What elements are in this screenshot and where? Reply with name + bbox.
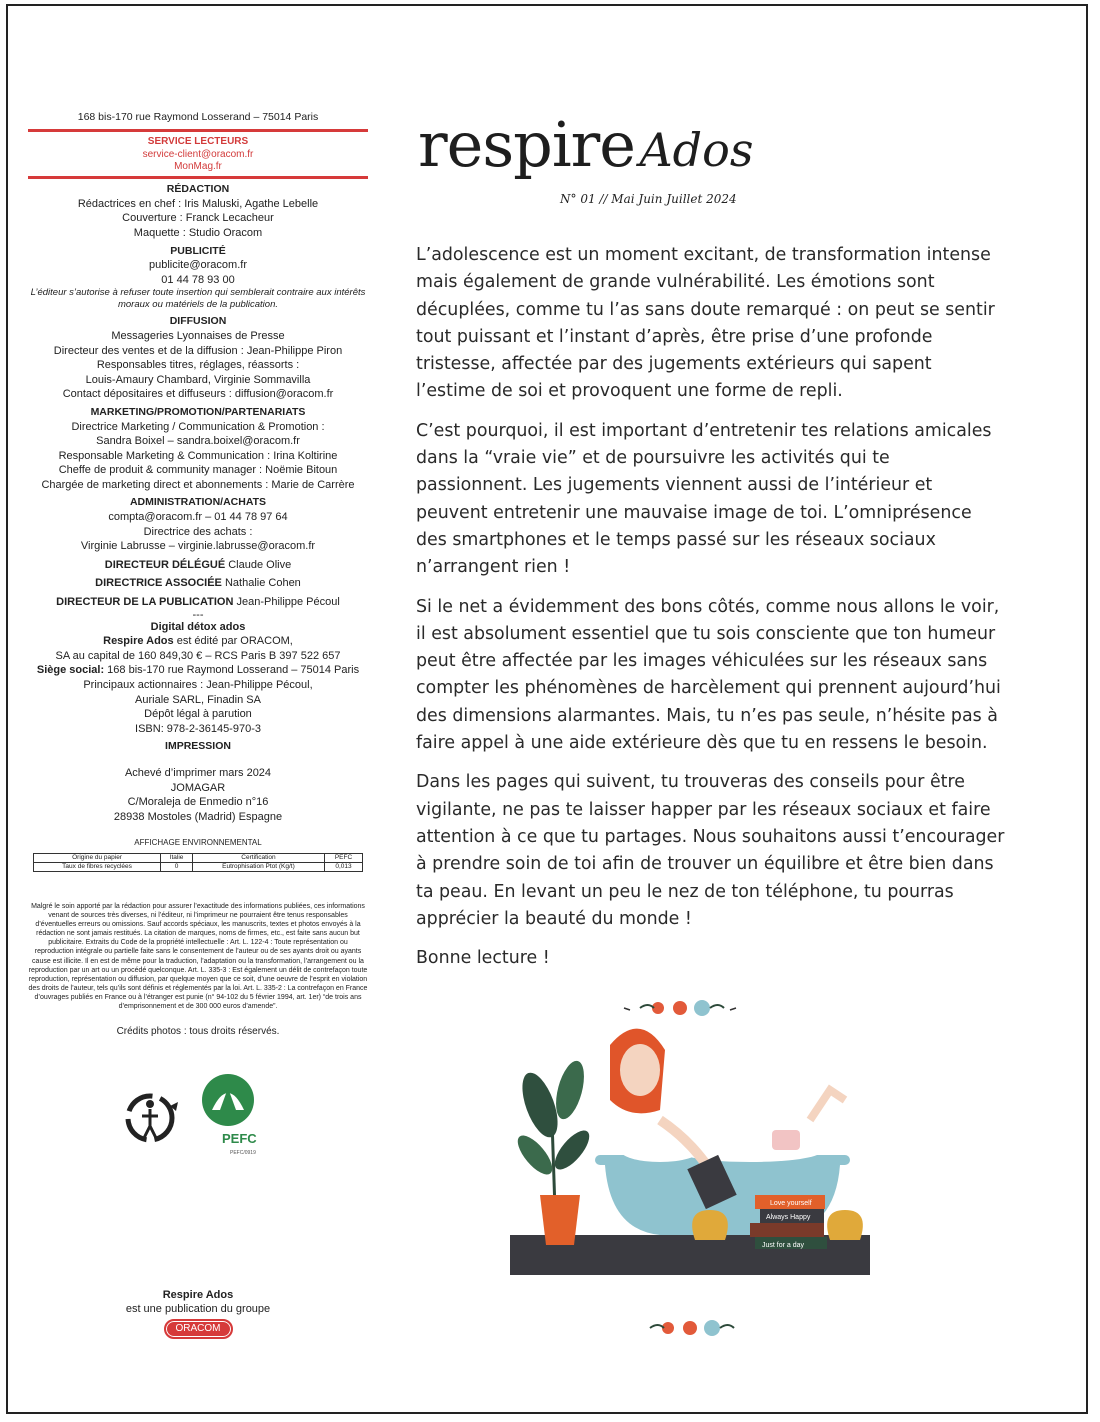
diffusion-line: Directeur des ventes et de la diffusion : Jean-Philippe Piron — [53, 344, 343, 357]
editorial-paragraph: Bonne lecture ! — [416, 948, 550, 969]
section-title-impression: IMPRESSION — [165, 740, 231, 753]
impression-line: JOMAGAR — [170, 781, 226, 794]
detox-capital: SA au capital de 160 849,30 € – RCS Paris B 397 522 657 — [55, 649, 341, 662]
triman-icon — [128, 1096, 178, 1140]
directeur-publication — [28, 595, 368, 610]
footer-title: Respire Ados — [162, 1289, 234, 1301]
role-label: DIRECTEUR DÉLÉGUÉ — [104, 558, 226, 571]
eco-logos — [28, 1070, 368, 1160]
publicite-note: L’éditeur s’autorise à refuser toute insertion qui semblerait contraire aux intérêts moraux ou matériels de la publication. — [30, 287, 366, 311]
detox-line: Principaux actionnaires : Jean-Philippe Pécoul, — [83, 679, 313, 691]
section-title-redaction: RÉDACTION — [166, 183, 230, 196]
detox-siege — [28, 663, 368, 678]
service-title: SERVICE LECTEURS — [147, 135, 249, 147]
separator: --- — [192, 608, 204, 621]
editorial-paragraph: L’adolescence est un moment excitant, de transformation intense mais également de grande vulnérabilité. Les émotions sont décuplées, comme tu l’as sans doute remarqué : on peut se sentir tout puissant et l’instant d’après, être prise d’une profonde tristesse, affectée par des jugements extérieurs qui sapent l’estime de soi et provoquent une forme de repli. — [416, 245, 995, 402]
editorial-paragraph: C’est pourquoi, il est important d’entretenir tes relations amicales dans la “vraie vie” et de poursuivre les activités qui te passionnent. Les jugements viennent aussi de l’intérieur et peuvent entretenir une mauvaise image de toi. L’omniprésence des smartphones et le temps passé sur les réseaux sociaux n’arrangent rien ! — [416, 420, 992, 578]
diffusion-line: Contact dépositaires et diffuseurs : diffusion@oracom.fr — [62, 388, 334, 401]
book-title: Just for a day — [762, 1242, 805, 1249]
legal-notice: Malgré le soin apporté par la rédaction pour assurer l’exactitude des informations publiées, ces informations venant de sources très diverses, ni l’éditeur, ni l’imprimeur ne pourraient être tenus responsables d’éventuelles erreurs ou omissions. Sauf accords spéciaux, les manuscrits, textes et photos envoyés à la rédaction ne sont jamais restitués. La citation de marques, noms de firmes, etc., est faite sans aucun but publicitaire. Extraits du Code de la propriété intellectuelle : Art. L. 122-4 : Toute représentation ou reproduction intégrale ou partielle faite sans le consentement de l’auteur ou de ses ayants droit ou ayants cause est illicite. Il en est de même pour la traduction, l’adaptation ou la transformation, l’arrangement ou la reproduction par un art ou un procédé quelconque. Art. L. 335-3 : Est également un délit de contrefaçon toute reproduction, représentation ou diffusion, par quelque moyen que ce soit, d’une oeuvre de l’esprit en violation des droits de l’auteur, tels qu’ils sont définis et réglementés par la loi. Art. L. 335-2 : La contrefaçon en France d’ouvrages publiés en France ou à l’étranger est punie (n° 94-102 du 5 février 1994, art. 1er) “de trois ans d’emprisonnement et de 300 000 euros d’amende”. — [28, 902, 368, 1010]
diffusion-line: Responsables titres, réglages, réassorts : — [96, 359, 300, 372]
footer-line: est une publication du groupe — [125, 1303, 271, 1315]
affichage-title: AFFICHAGE ENVIRONNEMENTAL — [134, 838, 262, 848]
diffusion-line: Messageries Lyonnaises de Presse — [111, 329, 285, 342]
role-name: Claude Olive — [228, 558, 292, 571]
editorial-text — [416, 242, 1006, 984]
table-row — [34, 853, 363, 862]
impression-line: C/Moraleja de Enmedio n°16 — [127, 796, 269, 809]
section-title-marketing: MARKETING/PROMOTION/PARTENARIATS — [90, 405, 306, 418]
table-cell: Origine du papier — [34, 853, 161, 862]
role-name: Jean-Philippe Pécoul — [236, 596, 340, 609]
environment-table — [33, 853, 363, 872]
masthead-subtitle: Ados — [639, 123, 754, 177]
marketing-line: Cheffe de produit & community manager : Noëmie Bitoun — [58, 464, 338, 477]
table-cell: 0,013 — [324, 862, 362, 871]
imprint-column — [28, 110, 368, 1160]
impression-line: 28938 Mostoles (Madrid) Espagne — [113, 810, 283, 823]
redaction-line: Couverture : Franck Lecacheur — [122, 212, 274, 225]
directeur-delegue — [28, 558, 368, 573]
siege-address: 168 bis-170 rue Raymond Losserand – 75014 Paris — [104, 664, 360, 677]
red-divider — [28, 176, 368, 179]
administration-line: compta@oracom.fr – 01 44 78 97 64 — [108, 511, 288, 524]
recycling-logos-graphic — [28, 1070, 368, 1160]
publisher-footer — [28, 1288, 368, 1339]
table-cell: Italie — [161, 853, 193, 862]
oracom-logo: ORACOM — [164, 1319, 233, 1339]
masthead — [418, 108, 818, 181]
section-title-administration: ADMINISTRATION/ACHATS — [129, 496, 267, 509]
detox-line: Auriale SARL, Finadin SA — [135, 693, 261, 706]
role-name: Nathalie Cohen — [224, 577, 301, 590]
floral-ornament-top — [624, 1000, 736, 1016]
marketing-line: Chargée de marketing direct et abonnements : Marie de Carrère — [41, 478, 355, 491]
publisher-address: 168 bis-170 rue Raymond Losserand – 75014 Paris — [77, 111, 319, 123]
marketing-line: Sandra Boixel – sandra.boixel@oracom.fr — [96, 435, 300, 448]
service-lecteurs — [28, 135, 368, 174]
detox-edited — [28, 634, 368, 649]
diffusion-line: Louis-Amaury Chambard, Virginie Sommavilla — [85, 373, 311, 386]
administration-line: Directrice des achats : — [143, 525, 253, 538]
publicite-phone: 01 44 78 93 00 — [161, 273, 235, 286]
detox-line: ISBN: 978-2-36145-970-3 — [135, 722, 261, 735]
section-title-diffusion: DIFFUSION — [169, 315, 227, 328]
marketing-line: Directrice Marketing / Communication & Promotion : — [71, 420, 325, 433]
book-title: Always Happy — [766, 1214, 811, 1221]
pefc-icon — [202, 1074, 257, 1156]
directrice-associee — [28, 576, 368, 591]
masthead-title: respire — [418, 108, 635, 181]
potted-plant — [512, 1058, 595, 1245]
red-divider — [28, 129, 368, 132]
book-title: Love yourself — [770, 1200, 812, 1207]
role-label: DIRECTEUR DE LA PUBLICATION — [56, 596, 234, 609]
service-site-link[interactable]: MonMag.fr — [174, 161, 222, 173]
table-cell: Certification — [192, 853, 324, 862]
siege-label: Siège social: — [36, 664, 105, 677]
publicite-email[interactable]: publicite@oracom.fr — [149, 259, 247, 272]
role-label: DIRECTRICE ASSOCIÉE — [95, 577, 222, 590]
marketing-line: Responsable Marketing & Communication : Irina Koltirine — [58, 449, 338, 462]
floral-ornament-bottom — [650, 1320, 734, 1336]
bathtub-illustration — [510, 990, 870, 1340]
table-cell: Eutrophisation Ptot (Kg/t) — [192, 862, 324, 871]
issue-line: N° 01 // Mai Juin Juillet 2024 — [560, 192, 737, 206]
pefc-code: PEFC/0919 — [230, 1149, 256, 1156]
redaction-line: Rédactrices en chef : Iris Maluski, Agathe Lebelle — [77, 197, 319, 210]
table-row — [34, 862, 363, 871]
photo-credits: Crédits photos : tous droits réservés. — [116, 1026, 280, 1038]
impression-line: Achevé d’imprimer mars 2024 — [124, 766, 272, 779]
administration-line: Virginie Labrusse – virginie.labrusse@oracom.fr — [80, 540, 316, 553]
service-email-link[interactable]: service-client@oracom.fr — [142, 149, 254, 161]
table-cell: 0 — [161, 862, 193, 871]
detox-edited-text: est édité par ORACOM, — [173, 635, 293, 648]
editorial-paragraph: Si le net a évidemment des bons côtés, comme nous allons le voir, il est absolument essentiel que tu sois consciente que ton humeur peut être affectée par les images véhiculées sur les réseaux sans compter les phénomènes de harcèlement qui prennent aujourd’hui des dimensions alarmantes. Mais, tu n’es pas seule, n’hésite pas à faire appel à une aide extérieure dès que tu en ressens le besoin. — [416, 596, 1001, 754]
table-cell: PEFC — [324, 853, 362, 862]
detox-title: Digital détox ados — [150, 620, 246, 633]
brand-name: Respire Ados — [103, 635, 174, 648]
table-cell: Taux de fibres recyclées — [34, 862, 161, 871]
section-title-publicite: PUBLICITÉ — [170, 244, 226, 257]
redaction-line: Maquette : Studio Oracom — [133, 226, 263, 239]
detox-line: Dépôt légal à parution — [144, 708, 252, 721]
pefc-label: PEFC — [222, 1130, 257, 1146]
editorial-paragraph: Dans les pages qui suivent, tu trouveras des conseils pour être vigilante, ne pas te laisser happer par les réseaux sociaux et faire attention à ce que tu partages. Nous souhaitons aussi t’encourager à prendre soin de toi afin de trouver un équilibre et être bien dans ta peau. En levant un peu le nez de ton téléphone, tu pourras apprécier la beauté du monde ! — [416, 772, 1005, 929]
